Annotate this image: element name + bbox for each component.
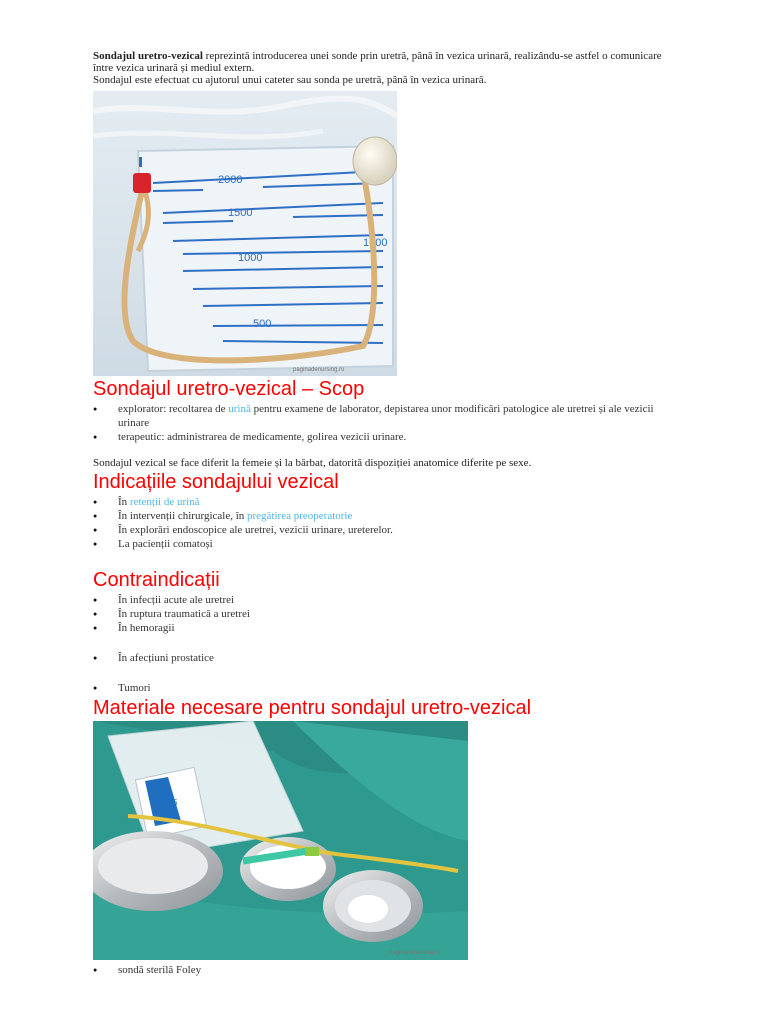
list-item: ● În infecții acute ale uretrei [93,593,683,607]
list-item [93,509,683,523]
indicatii-item2-text: În intervenții chirurgicale, în [118,510,248,522]
list-item: ● La pacienții comatoși [93,537,683,551]
link-retentii[interactable]: retenții de urină [129,496,200,508]
intro-paragraph-2: Sondajul este efectuat cu ajutorul unui cateter sau sonda pe uretră, până în vezica urinară. [93,74,487,86]
contra-heading: Contraindicații [93,569,220,591]
bag-mark-500: 500 [253,318,272,330]
bag-mark-1500: 1500 [228,207,253,219]
list-item: ● În hemoragii [93,621,683,635]
list-item: ● În afecțiuni prostatice [93,651,683,665]
list-item: ● Tumori [93,681,683,695]
intro-text: reprezintă introducerea unei sonde prin uretră, până în vezica urinară, realizându-se astfel o comunicare între vezica urinară și mediul extern. [93,50,662,74]
image2-watermark: paginadenursing.ro [389,950,441,956]
contra-list [93,593,683,695]
scop-item1-text: explorator: recoltarea de [118,403,229,415]
link-pregatirea[interactable]: pregătirea preoperatorie [247,510,353,522]
link-urina[interactable]: urină [228,403,251,415]
bag-mark-1000-right: 1000 [363,237,388,249]
list-item: ● terapeutic: administrarea de medicamente, golirea vezicii urinare. [93,430,683,444]
materiale-section [93,696,683,720]
list-item [93,402,683,430]
list-item: ● sondă sterilă Foley [93,963,683,977]
list-item: ● În ruptura traumatică a uretrei [93,607,683,621]
intro-bold: Sondajul uretro-vezical [93,50,203,62]
catheter-bag-image [93,91,397,376]
document-body [93,50,683,86]
scop-item1-text-end: pentru examene de laborator, depistarea unor modificări patologice ale uretrei și ale vezicii urinare [118,403,654,429]
scop-section [93,377,683,444]
contra-section [93,568,683,695]
svg-text:5: 5 [173,798,178,807]
materiale-list [93,963,683,977]
bag-mark-1000: 1000 [238,252,263,264]
scop-list [93,402,683,444]
indicatii-heading: Indicațiile sondajului vezical [93,471,339,493]
bag-mark-2000: 2000 [218,174,243,186]
scop-heading: Sondajul uretro-vezical – Scop [93,378,365,400]
indicatii-item1-text: În [118,496,130,508]
note-section [93,457,683,469]
indicatii-section [93,470,683,551]
intro-paragraph [93,50,683,74]
materiale-heading: Materiale necesare pentru sondajul uretro-vezical [93,697,532,719]
list-item: ● În explorări endoscopice ale uretrei, vezicii urinare, ureterelor. [93,523,683,537]
list-item [93,495,683,509]
materials-image [93,721,468,960]
indicatii-list [93,495,683,551]
note-paragraph: Sondajul vezical se face diferit la femeie și la bărbat, datorită dispoziției anatomice diferite pe sexe. [93,457,532,469]
materiale-list-section [93,963,683,977]
image1-watermark: paginadenursing.ro [293,367,345,373]
